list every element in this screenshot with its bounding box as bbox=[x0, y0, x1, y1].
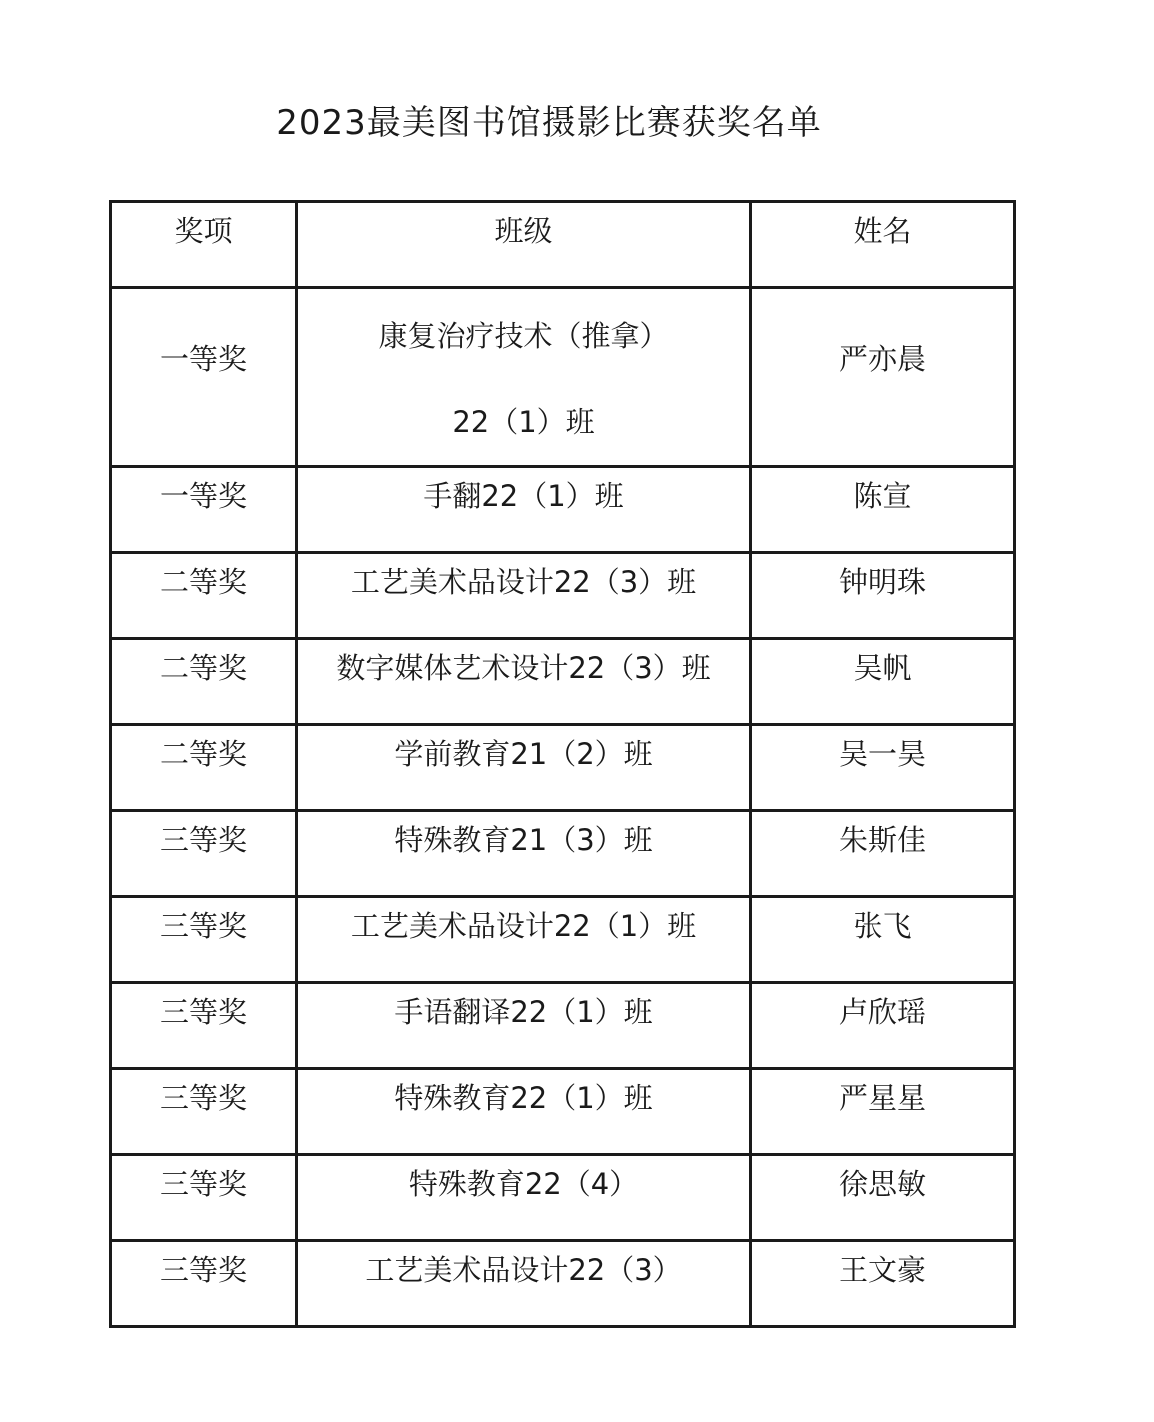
header-name: 姓名 bbox=[751, 202, 1015, 288]
award-cell: 一等奖 bbox=[111, 467, 297, 553]
table-row bbox=[111, 811, 1015, 897]
name-cell: 卢欣瑶 bbox=[751, 983, 1015, 1069]
class-line: 22（1）班 bbox=[452, 405, 595, 439]
page-title: 2023最美图书馆摄影比赛获奖名单 bbox=[276, 103, 822, 143]
class-cell bbox=[297, 288, 751, 467]
award-cell: 二等奖 bbox=[111, 553, 297, 639]
class-cell: 特殊教育22（4） bbox=[297, 1155, 751, 1241]
name-cell: 严星星 bbox=[751, 1069, 1015, 1155]
class-cell: 学前教育21（2）班 bbox=[297, 725, 751, 811]
header-award: 奖项 bbox=[111, 202, 297, 288]
table-row bbox=[111, 467, 1015, 553]
award-cell: 二等奖 bbox=[111, 725, 297, 811]
table-header-row bbox=[111, 202, 1015, 288]
table-row bbox=[111, 639, 1015, 725]
award-cell: 三等奖 bbox=[111, 983, 297, 1069]
name-cell: 朱斯佳 bbox=[751, 811, 1015, 897]
name-cell: 钟明珠 bbox=[751, 553, 1015, 639]
award-cell: 三等奖 bbox=[111, 897, 297, 983]
name-cell: 徐思敏 bbox=[751, 1155, 1015, 1241]
name-cell: 吴帆 bbox=[751, 639, 1015, 725]
class-line: 康复治疗技术（推拿） bbox=[378, 319, 669, 353]
table-row bbox=[111, 983, 1015, 1069]
name-cell: 陈宣 bbox=[751, 467, 1015, 553]
class-cell: 工艺美术品设计22（3） bbox=[297, 1241, 751, 1327]
class-cell: 特殊教育21（3）班 bbox=[297, 811, 751, 897]
header-class: 班级 bbox=[297, 202, 751, 288]
table-row bbox=[111, 1069, 1015, 1155]
awards-table bbox=[109, 200, 1016, 1328]
table-row bbox=[111, 1241, 1015, 1327]
table-row bbox=[111, 1155, 1015, 1241]
award-cell: 三等奖 bbox=[111, 1155, 297, 1241]
name-cell: 张飞 bbox=[751, 897, 1015, 983]
class-cell: 工艺美术品设计22（3）班 bbox=[297, 553, 751, 639]
table-row bbox=[111, 288, 1015, 467]
award-cell: 三等奖 bbox=[111, 811, 297, 897]
award-cell: 一等奖 bbox=[111, 288, 297, 467]
class-cell: 工艺美术品设计22（1）班 bbox=[297, 897, 751, 983]
name-cell: 王文豪 bbox=[751, 1241, 1015, 1327]
name-cell: 吴一昊 bbox=[751, 725, 1015, 811]
table-row bbox=[111, 897, 1015, 983]
award-cell: 三等奖 bbox=[111, 1069, 297, 1155]
class-cell: 手翻22（1）班 bbox=[297, 467, 751, 553]
table-row bbox=[111, 553, 1015, 639]
award-cell: 二等奖 bbox=[111, 639, 297, 725]
class-cell: 数字媒体艺术设计22（3）班 bbox=[297, 639, 751, 725]
table-row bbox=[111, 725, 1015, 811]
award-cell: 三等奖 bbox=[111, 1241, 297, 1327]
class-cell: 手语翻译22（1）班 bbox=[297, 983, 751, 1069]
class-cell: 特殊教育22（1）班 bbox=[297, 1069, 751, 1155]
name-cell: 严亦晨 bbox=[751, 288, 1015, 467]
